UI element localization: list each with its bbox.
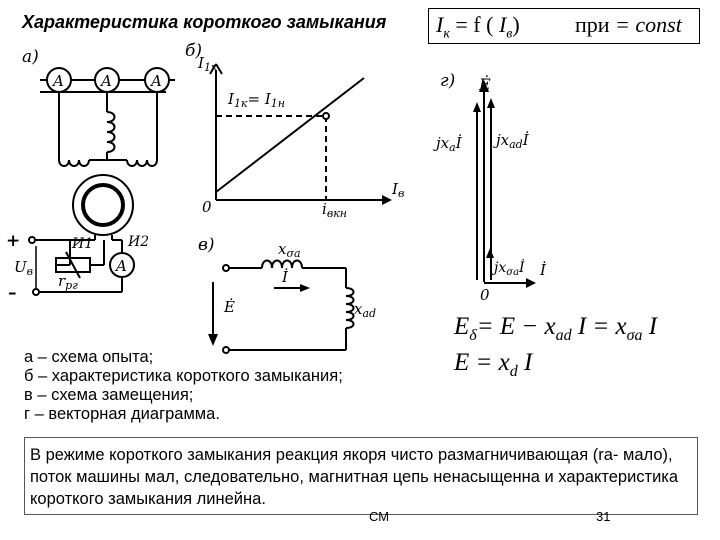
label-v: в) — [198, 235, 215, 255]
formula-condition: при = const — [575, 12, 682, 37]
legend-item: г – векторная диаграмма. — [24, 405, 220, 423]
x-axis-label: $I_в$ — [392, 180, 405, 200]
armature-reaction-coil — [346, 288, 354, 328]
legend-item: а – схема опыта; — [24, 348, 154, 366]
stator-winding — [107, 112, 115, 152]
current-label: İ — [282, 268, 288, 286]
label-b: б) — [185, 41, 203, 61]
label-a: а) — [22, 47, 39, 67]
short-circuit-characteristic-plot — [210, 64, 386, 200]
legend-list — [24, 348, 343, 424]
rrg-label: $r_{рг}$ — [58, 272, 78, 292]
characteristic-line — [216, 78, 364, 192]
excitation-mark: $i_{вкн}$ — [322, 200, 348, 220]
legend-item: в – схема замещения; — [24, 386, 194, 404]
origin-b: 0 — [202, 198, 212, 216]
slide-title: Характеристика короткого замыкания — [22, 12, 387, 32]
x-sigma-label: $x_{\sigma а}$ — [278, 240, 301, 260]
y-axis-label: $I_{1к}$ — [198, 54, 218, 74]
footer-page-number: 31 — [596, 509, 611, 524]
ammeter-1-label: A — [53, 72, 64, 90]
terminal-i1: И1 — [72, 236, 94, 252]
origin-g: 0 — [480, 286, 490, 304]
vector-e-label: Ė — [479, 75, 491, 94]
ammeter-excitation-label: A — [116, 257, 127, 275]
note-text: В режиме короткого замыкания реакция якоря чисто размагничивающая (rа- мало), поток машины мал, следовательно, магнитная цепь ненасыщенна и характеристика короткого замыкания линейна. — [30, 446, 679, 508]
rated-current-label: $I_{1к}= I_{1н}$ — [228, 90, 286, 110]
equation-2: $E = x_d$ I — [454, 349, 533, 380]
x-ad-label: $x_{ad}$ — [354, 300, 377, 320]
ammeter-3-label: A — [151, 72, 162, 90]
minus-sign: – — [8, 283, 17, 303]
rated-point — [323, 113, 329, 119]
label-g: г) — [440, 71, 456, 91]
jxsa-label: $jx_{\sigma а}İ$ — [494, 260, 525, 278]
ammeter-2-label: A — [101, 72, 112, 90]
vector-i-label: İ — [540, 261, 546, 279]
generator-rotor-inner — [83, 185, 123, 225]
formula-short-circuit-relation: $I_к = f$ ( $I_в$) — [436, 12, 520, 42]
footer-author: СМ — [369, 509, 390, 524]
uv-label: $U_в$ — [14, 258, 34, 278]
jxa-label: $jx_аİ$ — [436, 134, 462, 154]
terminal-i2: И2 — [128, 234, 150, 250]
equation-1: $E_\delta= E - x_{ad}$ $I = x_{\sigma a}$ I — [454, 313, 658, 344]
emf-label: Ė — [224, 298, 235, 316]
leakage-reactance-coil — [262, 261, 302, 269]
vector-diagram — [477, 88, 528, 283]
plus-sign: + — [6, 231, 21, 251]
jxad-label: $jx_{ad}İ$ — [496, 131, 529, 151]
legend-item: б – характеристика короткого замыкания; — [24, 367, 343, 385]
